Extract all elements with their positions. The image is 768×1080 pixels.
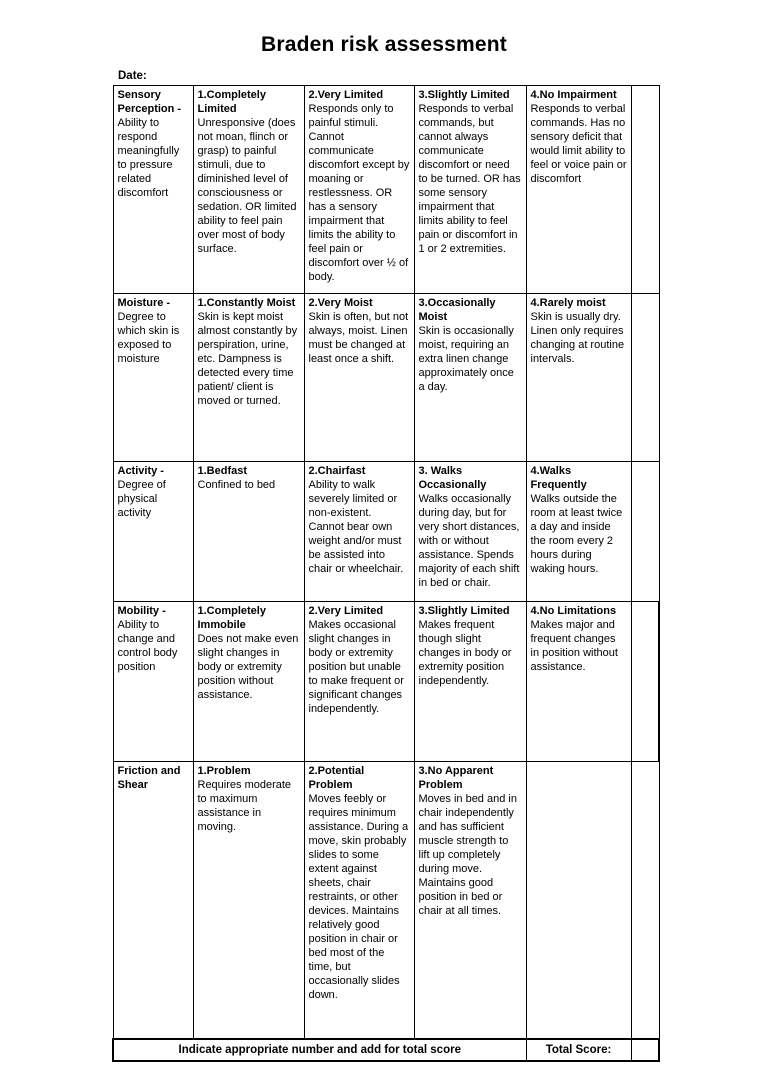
category-description: Degree to which skin is exposed to moisture (117, 310, 180, 365)
option-description: Makes occasional slight changes in body or extremity position but unable to make frequent or significant changes independently. (308, 618, 404, 715)
option-cell-4[interactable] (526, 294, 631, 462)
option-description: Skin is usually dry. Linen only requires changing at routine intervals. (530, 310, 625, 365)
option-title: 3.Occasionally Moist (418, 297, 496, 323)
option-cell-4[interactable] (526, 462, 631, 602)
option-title: 2.Potential Problem (308, 765, 365, 791)
category-cell (113, 762, 193, 1039)
option-description: Skin is occasionally moist, requiring an extra linen change approximately once a day. (418, 324, 514, 393)
option-description: Skin is often, but not always, moist. Linen must be changed at least once a shift. (308, 310, 409, 365)
table-row (113, 762, 659, 1039)
option-cell-3[interactable] (414, 294, 526, 462)
option-description: Makes frequent though slight changes in body or extremity position independently. (418, 618, 512, 687)
table-row (113, 602, 659, 762)
option-title: 1.Problem (197, 765, 251, 777)
option-title: 2.Chairfast (308, 465, 366, 477)
option-description: Makes major and frequent changes in position without assistance. (530, 618, 618, 673)
option-title: 1.Constantly Moist (197, 297, 296, 309)
option-cell-3[interactable] (414, 86, 526, 294)
braden-assessment-table (112, 85, 660, 1062)
option-description: Confined to bed (197, 478, 276, 491)
option-description: Responds to verbal commands, but cannot always communicate discomfort or need to be turned. OR has some sensory impairment that limits ability to feel pain or discomfort in 1 or 2 extremities. (418, 102, 521, 255)
category-title: Friction and Shear (117, 765, 181, 791)
option-title: 3.Slightly Limited (418, 89, 510, 101)
option-cell-2[interactable] (304, 762, 414, 1039)
option-title: 2.Very Moist (308, 297, 373, 309)
option-description: Responds only to painful stimuli. Cannot communicate discomfort except by moaning or restlessness. OR has a sensory impairment that limits the ability to feel pain or discomfort over ½ of body. (308, 102, 410, 283)
option-cell-4[interactable] (526, 762, 631, 1039)
option-title: 4.Walks Frequently (530, 465, 587, 491)
category-title: Moisture - (117, 297, 171, 309)
option-cell-4[interactable] (526, 602, 631, 762)
table-row (113, 294, 659, 462)
option-description: Walks outside the room at least twice a day and inside the room every 2 hours during waking hours. (530, 492, 623, 575)
option-title: 4.No Impairment (530, 89, 617, 101)
option-cell-3[interactable] (414, 462, 526, 602)
option-cell-2[interactable] (304, 602, 414, 762)
option-description: Ability to walk severely limited or non-existent. Cannot bear own weight and/or must be assisted into chair or wheelchair. (308, 478, 404, 575)
option-cell-3[interactable] (414, 762, 526, 1039)
option-cell-4[interactable] (526, 86, 631, 294)
option-cell-1[interactable] (193, 462, 304, 602)
category-cell (113, 462, 193, 602)
total-score-label: Total Score: (526, 1039, 631, 1062)
option-title: 3. Walks Occasionally (418, 465, 487, 491)
option-description: Does not make even slight changes in body or extremity position without assistance. (197, 632, 299, 701)
option-cell-1[interactable] (193, 762, 304, 1039)
option-title: 4.No Limitations (530, 605, 617, 617)
option-cell-1[interactable] (193, 86, 304, 294)
footer-instruction: Indicate appropriate number and add for total score (113, 1039, 526, 1062)
category-title: Sensory Perception - (117, 89, 182, 115)
option-title: 3.Slightly Limited (418, 605, 510, 617)
category-description: Ability to respond meaningfully to pressure related discomfort (117, 116, 180, 199)
score-entry-cell[interactable] (631, 294, 659, 462)
score-entry-cell[interactable] (631, 86, 659, 294)
date-label: Date: (118, 70, 147, 82)
score-entry-cell[interactable] (631, 462, 659, 602)
option-description: Moves feebly or requires minimum assistance. During a move, skin probably slides to some extent against sheets, chair restraints, or other devices. Maintains relatively good position in chair or bed most of the time, but occasionally slides down. (308, 792, 409, 1001)
option-cell-1[interactable] (193, 602, 304, 762)
category-cell (113, 86, 193, 294)
category-title: Mobility - (117, 605, 166, 617)
option-title: 2.Very Limited (308, 89, 384, 101)
category-description: Degree of physical activity (117, 478, 166, 519)
category-cell (113, 294, 193, 462)
option-description: Unresponsive (does not moan, flinch or grasp) to painful stimuli, due to diminished level of consciousness or sedation. OR limited ability to feel pain over most of body surface. (197, 116, 297, 255)
option-cell-2[interactable] (304, 86, 414, 294)
option-cell-2[interactable] (304, 462, 414, 602)
option-title: 1.Completely Limited (197, 89, 266, 115)
table-row (113, 462, 659, 602)
option-title: 2.Very Limited (308, 605, 384, 617)
option-description: Walks occasionally during day, but for very short distances, with or without assistance. Spends majority of each shift in bed or chair. (418, 492, 520, 589)
option-title: 1.Completely Immobile (197, 605, 266, 631)
option-description: Responds to verbal commands. Has no sensory deficit that would limit ability to feel or voice pain or discomfort (530, 102, 627, 185)
option-title: 4.Rarely moist (530, 297, 606, 309)
option-title: 1.Bedfast (197, 465, 248, 477)
option-description: Skin is kept moist almost constantly by perspiration, urine, etc. Dampness is detected every time patient/ client is moved or turned. (197, 310, 298, 407)
category-title: Activity - (117, 465, 164, 477)
option-description: Requires moderate to maximum assistance in moving. (197, 778, 292, 833)
option-cell-1[interactable] (193, 294, 304, 462)
category-description: Ability to change and control body position (117, 618, 178, 673)
total-score-value[interactable] (631, 1039, 659, 1062)
braden-table-container (0, 85, 768, 1062)
option-description: Moves in bed and in chair independently and has sufficient muscle strength to lift up completely during move. Maintains good position in bed or chair at all times. (418, 792, 517, 917)
option-title: 3.No Apparent Problem (418, 765, 494, 791)
score-entry-cell[interactable] (631, 762, 659, 1039)
option-cell-3[interactable] (414, 602, 526, 762)
page-title: Braden risk assessment (260, 33, 508, 56)
category-cell (113, 602, 193, 762)
option-cell-2[interactable] (304, 294, 414, 462)
score-entry-cell[interactable] (631, 602, 659, 762)
table-footer-row (113, 1039, 659, 1062)
table-row (113, 86, 659, 294)
